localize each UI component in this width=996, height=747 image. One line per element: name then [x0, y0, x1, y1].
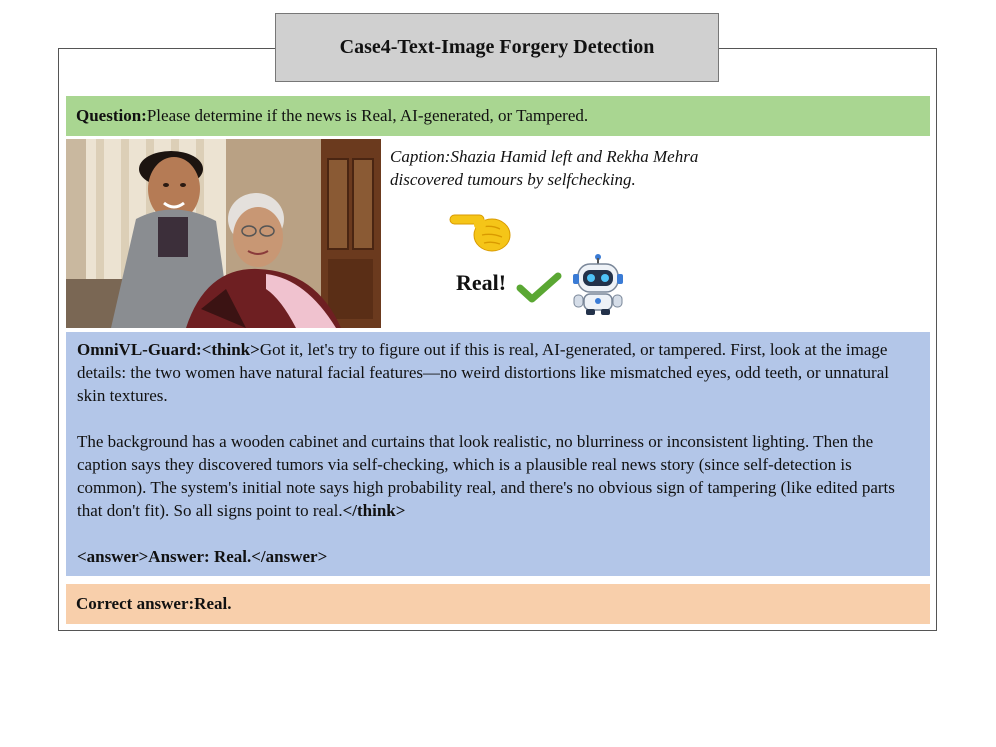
model-label: OmniVL-Guard: [77, 340, 202, 359]
verdict-label: Real! [456, 270, 507, 295]
check-mark-icon [516, 272, 562, 309]
reasoning-paragraph-1 [77, 338, 919, 407]
reasoning-paragraph-3 [77, 545, 919, 568]
model-answer: <answer>Answer: Real.</answer> [77, 547, 328, 566]
correct-answer-label: Correct answer: [76, 594, 195, 613]
question-label: Question: [76, 106, 147, 125]
caption-line-1: Caption:Shazia Hamid left and Rekha Mehra [390, 147, 699, 166]
think-open-tag: <think> [201, 340, 260, 359]
pointing-hand-icon [448, 207, 514, 262]
caption-line-2: discovered tumours by selfchecking. [390, 170, 636, 189]
reasoning-paragraph-2 [77, 430, 919, 522]
think-close-tag: </think> [342, 501, 406, 520]
model-reasoning [66, 332, 930, 576]
news-caption [390, 145, 790, 191]
question-text: Please determine if the news is Real, AI-generated, or Tampered. [146, 106, 589, 125]
case-title: Case4-Text-Image Forgery Detection [275, 13, 719, 82]
reasoning-text-2: The background has a wooden cabinet and curtains that look realistic, no blurriness or inconsistent lighting. Then the caption says they discovered tumors via self-checking, which is a plausible real news story (since self-detection is common). The system's initial note says high probability real, and there's no obvious sign of tampering (like edited parts that don't fit). So all signs point to real. [77, 432, 895, 520]
question-bar [66, 96, 930, 136]
correct-answer-value: Real. [194, 594, 232, 613]
reasoning-text-1: Got it, let's try to figure out if this is real, AI-generated, or tampered. First, look at the image details: the two women have natural facial features—no weird distortions like mismatched eyes, odd teeth, or unnatural skin textures. [77, 340, 889, 405]
robot-icon [566, 252, 630, 321]
news-photo [66, 139, 381, 328]
correct-answer-bar [66, 584, 930, 624]
